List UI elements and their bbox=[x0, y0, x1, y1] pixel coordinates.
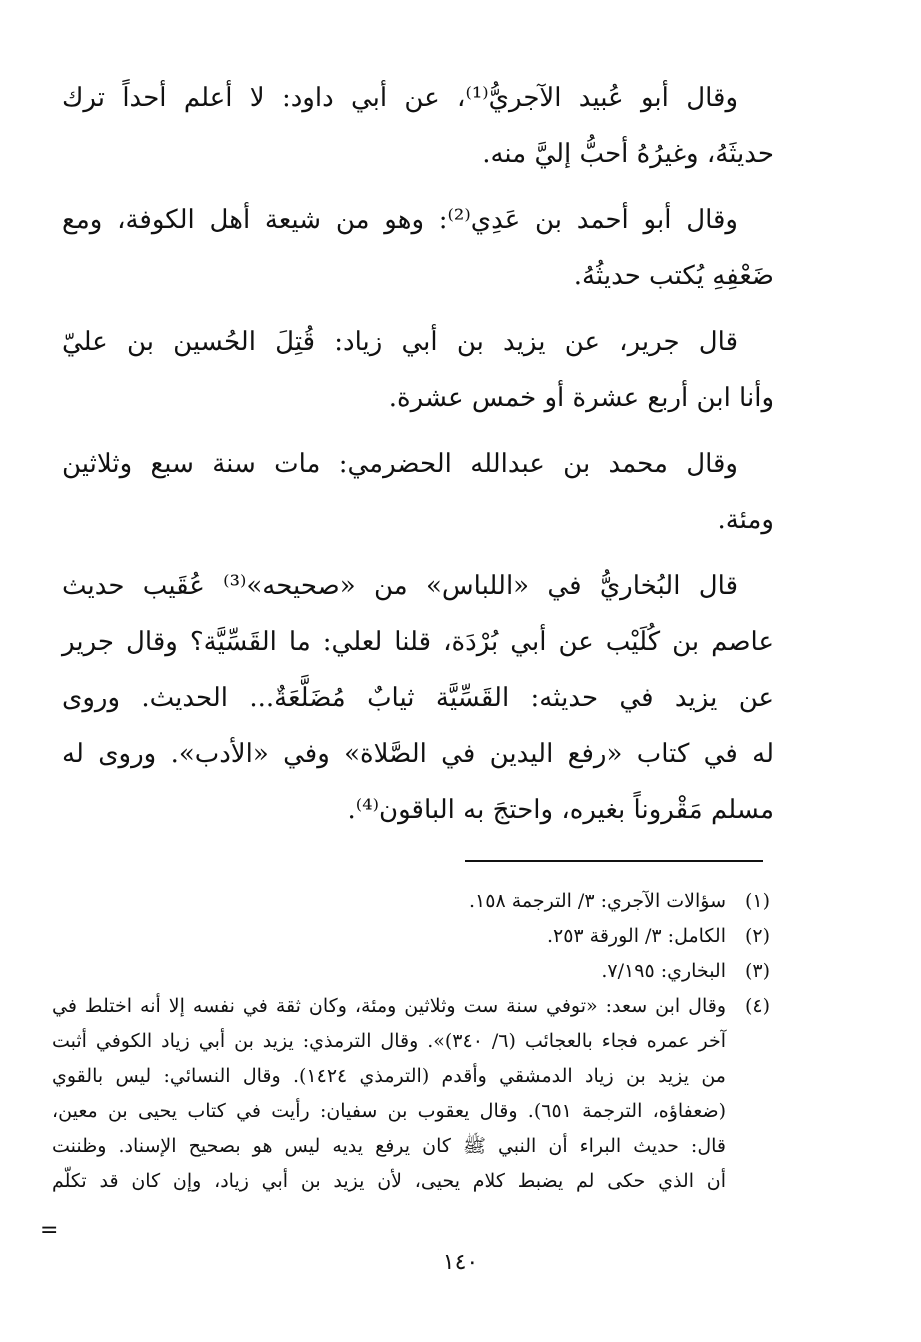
footnote-line: أن الذي حكى لم يضبط كلام يحيى، لأن يزيد بن أبي زياد، وإن كان قد تكلّم bbox=[52, 1170, 726, 1192]
text-line: وقال أبو عُبيد الآجريُّ⁽¹⁾، عن أبي داود: لا أعلم أحداً ترك bbox=[62, 83, 739, 113]
footnote-number: (٤) bbox=[744, 995, 770, 1017]
footnote-line: سؤالات الآجري: ٣/ الترجمة ١٥٨. bbox=[468, 890, 726, 912]
text-line: له في كتاب «رفع اليدين في الصَّلاة» وفي «الأدب». وروى له bbox=[62, 739, 774, 769]
text-line: ومئة. bbox=[717, 505, 774, 535]
paragraph-ibn-adi bbox=[62, 192, 774, 304]
text-line: قال جرير، عن يزيد بن أبي زياد: قُتِلَ الحُسين بن عليّ bbox=[62, 327, 738, 357]
text-line: وقال محمد بن عبدالله الحضرمي: مات سنة سبع وثلاثين bbox=[62, 449, 738, 479]
footnote-line: قال: حديث البراء أن النبي ﷺ كان يرفع يديه ليس هو بصحيح الإسناد. وظننت bbox=[52, 1135, 726, 1157]
footnote-line: من يزيد بن زياد الدمشقي وأقدم (الترمذي ١٤٢٤). وقال النسائي: ليس بالقوي bbox=[52, 1065, 726, 1087]
text-line: ضَعْفِهِ يُكتب حديثُهُ. bbox=[573, 261, 774, 291]
footnote-number: (٣) bbox=[744, 960, 770, 982]
footnote-line: الكامل: ٣/ الورقة ٢٥٣. bbox=[546, 925, 726, 947]
footnote-line: البخاري: ٧/١٩٥. bbox=[601, 960, 726, 982]
text-line: وقال أبو أحمد بن عَدِي⁽²⁾: وهو من شيعة أهل الكوفة، ومع bbox=[62, 205, 738, 235]
footnote-2 bbox=[52, 919, 770, 954]
footnote-separator bbox=[465, 860, 763, 862]
continuation-mark: = bbox=[40, 1218, 59, 1243]
paragraph-jarir bbox=[62, 314, 774, 426]
text-line: عن يزيد في حديثه: القَسِّيَّة ثيابٌ مُضَلَّعَةٌ... الحديث. وروى bbox=[62, 683, 774, 713]
text-line: قال البُخاريُّ في «اللباس» من «صحيحه»⁽³⁾ عُقَيب حديث bbox=[62, 571, 739, 601]
text-line: حديثَهُ، وغيرُهُ أحبُّ إليَّ منه. bbox=[482, 139, 774, 169]
footnote-1 bbox=[52, 884, 770, 919]
footnotes bbox=[52, 884, 770, 1199]
footnote-line: وقال ابن سعد: «توفي سنة ست وثلاثين ومئة، وكان ثقة في نفسه إلا أنه اختلط في bbox=[52, 995, 726, 1017]
paragraph-bukhari bbox=[62, 558, 774, 838]
footnote-number: (٢) bbox=[744, 925, 770, 947]
text-line: وأنا ابن أربع عشرة أو خمس عشرة. bbox=[388, 383, 774, 413]
page-number: ١٤٠ bbox=[442, 1250, 479, 1275]
footnote-line: آخر عمره فجاء بالعجائب (٦/ ٣٤٠)». وقال الترمذي: يزيد بن أبي زياد الكوفي أثبت bbox=[52, 1030, 726, 1052]
footnote-4 bbox=[52, 989, 770, 1199]
footnote-line: (ضعفاؤه، الترجمة ٦٥١). وقال يعقوب بن سفيان: رأيت في كتاب يحيى بن معين، bbox=[52, 1100, 726, 1122]
paragraph-hadrami bbox=[62, 436, 774, 548]
footnote-3 bbox=[52, 954, 770, 989]
text-line: عاصم بن كُلَيْب عن أبي بُرْدَة، قلنا لعلي: ما القَسِّيَّة؟ وقال جرير bbox=[62, 627, 774, 657]
text-line: مسلم مَقْروناً بغيره، واحتجَ به الباقون⁽⁴⁾. bbox=[347, 795, 774, 825]
paragraph-abu-ubaid bbox=[62, 70, 774, 182]
main-text bbox=[62, 70, 774, 848]
footnote-number: (١) bbox=[744, 890, 770, 912]
